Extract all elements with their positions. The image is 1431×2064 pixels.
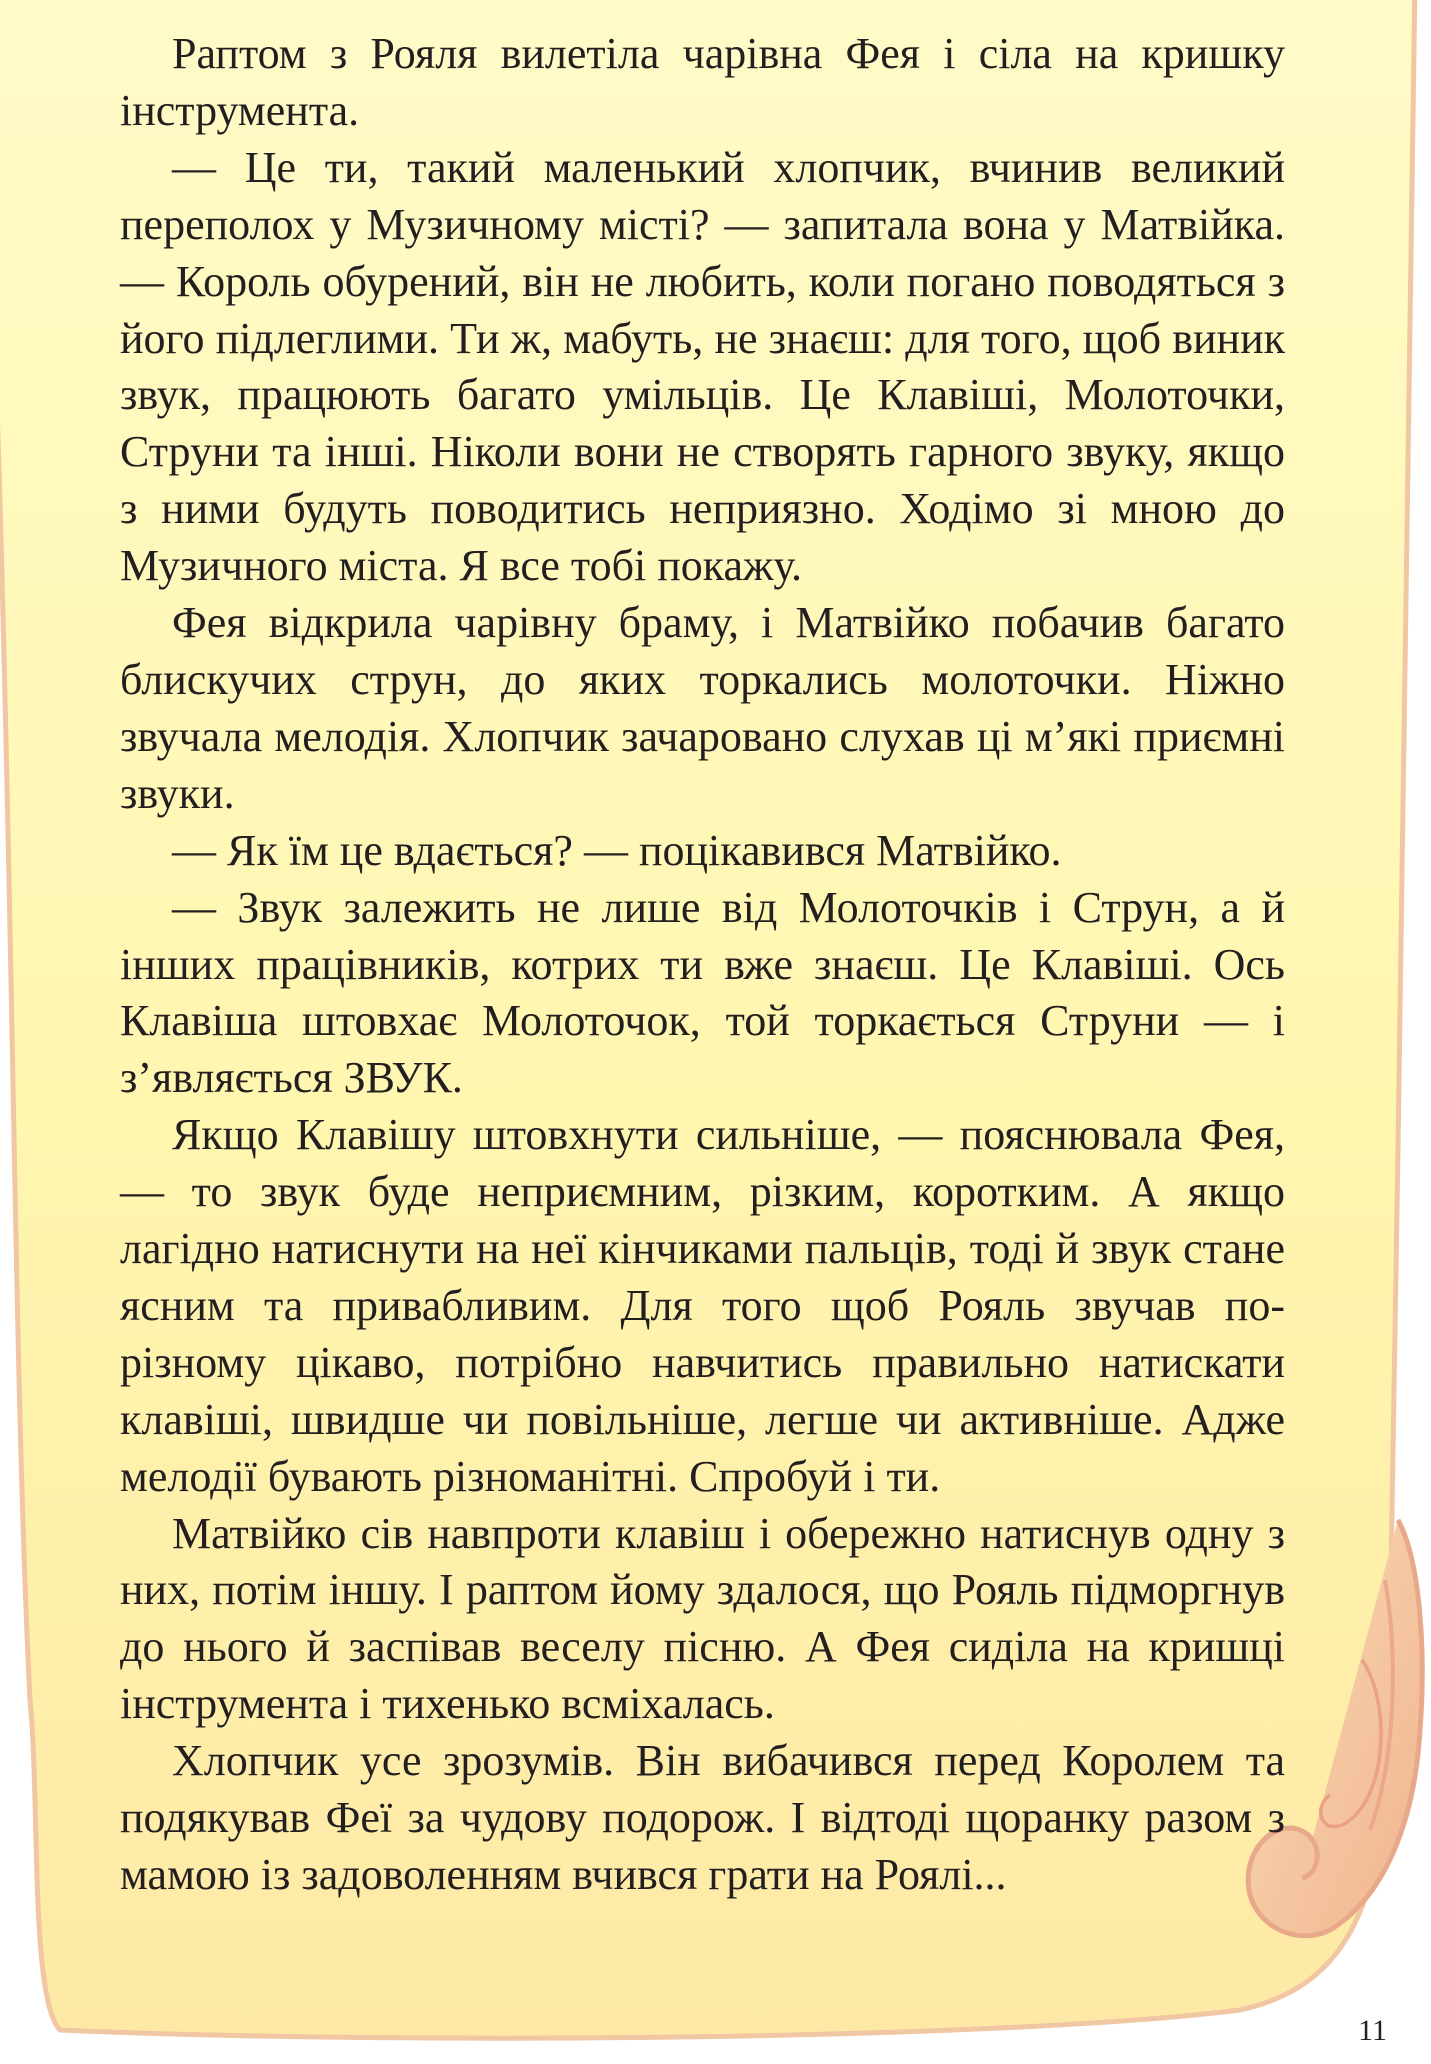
story-paragraph-2: — Це ти, такий маленький хлопчик, вчинив великий переполох у Музичному місті? — запитала вона у Матвійка. — Король обурений, він не любить, коли погано поводяться з його підлеглими. Ти ж, мабуть, не знаєш: для того, щоб виник звук, працюють багато умільців. Це Клавіші, Молоточки, Струни та інші. Ніколи вони не створять гарного звуку, якщо з ними будуть поводитись неприязно. Ходімо зі мною до Музичного міста. Я все тобі покажу. [120,142,1285,591]
page-number: 11 [1358,2014,1387,2047]
story-paragraph-1: Раптом з Рояля вилетіла чарівна Фея і сіла на кришку інструмента. [120,29,1285,135]
story-paragraph-4: — Як їм це вдається? — поцікавився Матвійко. [172,825,1062,875]
story-paragraph-5: — Звук залежить не лише від Молоточків і Струн, а й інших працівників, котрих ти вже знаєш. Це Клавіші. Ось Клавіша штовхає Молоточок, той торкається Струни — і з’являється ЗВУК. [120,882,1285,1103]
story-paragraph-7: Матвійко сів навпроти клавіш і обережно натиснув одну з них, потім іншу. І раптом йому здалося, що Рояль підморгнув до нього й заспівав веселу пісню. А Фея сиділа на кришці інструмента і тихенько всміхалась. [120,1508,1285,1729]
story-text [120,26,1285,1904]
story-paragraph-3: Фея відкрила чарівну браму, і Матвійко побачив багато блискучих струн, до яких торкались молоточки. Ніжно звучала мелодія. Хлопчик зачаровано слухав ці м’які приємні звуки. [120,598,1285,818]
story-paragraph-6: Якщо Клавішу штовхнути сильніше, — пояснювала Фея, — то звук буде неприємним, різким, коротким. А якщо лагідно натиснути на неї кінчиками пальців, тоді й звук стане ясним та привабливим. Для того щоб Рояль звучав по-різному цікаво, потрібно навчитись правильно натискати клавіші, швидше чи повільніше, легше чи активніше. Адже мелодії бувають різноманітні. Спробуй і ти. [120,1110,1285,1501]
story-paragraph-8: Хлопчик усе зрозумів. Він вибачився перед Королем та подякував Феї за чудову подорож. І відтоді щоранку разом з мамою із задоволенням вчився грати на Роялі... [120,1736,1285,1899]
